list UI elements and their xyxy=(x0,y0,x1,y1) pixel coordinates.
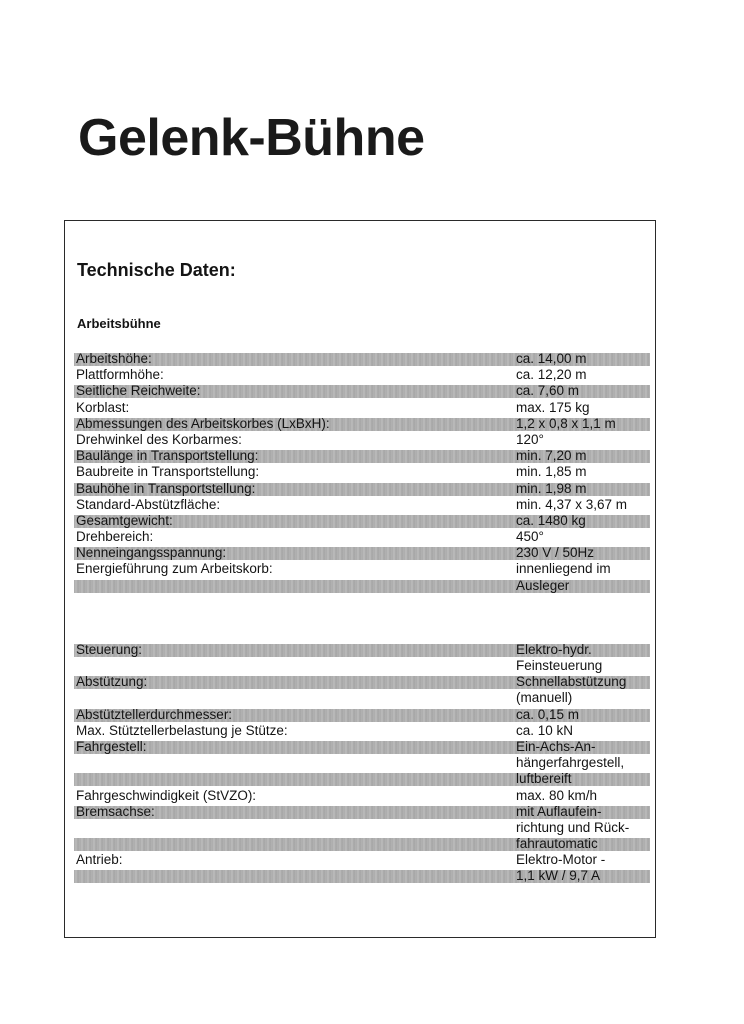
spec-label: Drehbereich: xyxy=(76,529,154,545)
spec-row xyxy=(74,755,650,771)
spec-value: ca. 0,15 m xyxy=(516,706,580,722)
subheading: Arbeitsbühne xyxy=(77,316,161,331)
spec-label: Fahrgestell: xyxy=(76,738,147,754)
spec-label: Abstützung: xyxy=(76,674,148,690)
spec-row xyxy=(74,351,650,367)
spec-group-extra xyxy=(74,642,650,885)
spec-row xyxy=(74,690,650,706)
spec-row xyxy=(74,707,650,723)
spec-row xyxy=(74,383,650,399)
spec-label: Abstütztellerdurchmesser: xyxy=(76,706,233,722)
spec-value: innenliegend im xyxy=(516,561,611,577)
spec-value: Feinsteuerung xyxy=(516,658,603,673)
spec-row xyxy=(74,545,650,561)
spec-row xyxy=(74,416,650,432)
spec-value: min. 4,37 x 3,67 m xyxy=(516,496,628,512)
spec-value: min. 1,98 m xyxy=(516,480,587,496)
spec-row xyxy=(74,836,650,852)
spec-label: Energieführung zum Arbeitskorb: xyxy=(76,561,273,577)
spec-value: Elektro-Motor - xyxy=(516,852,606,868)
spec-value: Ausleger xyxy=(516,577,570,593)
spec-row xyxy=(74,852,650,868)
spec-value: mit Auflaufein- xyxy=(516,803,602,819)
spec-row xyxy=(74,788,650,804)
spec-label: Baulänge in Transportstellung: xyxy=(76,448,259,464)
spec-value: hängerfahrgestell, xyxy=(516,755,625,771)
spec-row xyxy=(74,529,650,545)
spec-row xyxy=(74,448,650,464)
spec-row xyxy=(74,674,650,690)
spec-value: ca. 7,60 m xyxy=(516,383,580,399)
spec-row xyxy=(74,578,650,594)
spec-label: Max. Stütztellerbelastung je Stütze: xyxy=(76,722,288,738)
spec-value: Schnellabstützung xyxy=(516,674,627,690)
spec-group-gap xyxy=(74,594,650,642)
spec-row xyxy=(74,771,650,787)
spec-value: 450° xyxy=(516,529,544,545)
spec-row xyxy=(74,367,650,383)
spec-label: Abmessungen des Arbeitskorbes (LxBxH): xyxy=(76,415,330,431)
spec-label: Plattformhöhe: xyxy=(76,367,164,383)
spec-value: max. 175 kg xyxy=(516,399,590,415)
section-heading: Technische Daten: xyxy=(77,260,236,280)
spec-row xyxy=(74,868,650,884)
spec-label: Antrieb: xyxy=(76,852,123,868)
spec-value: richtung und Rück- xyxy=(516,819,630,835)
spec-row xyxy=(74,561,650,577)
spec-row xyxy=(74,400,650,416)
spec-value: 120° xyxy=(516,431,544,447)
spec-table xyxy=(74,351,650,885)
spec-row xyxy=(74,804,650,820)
spec-group-main xyxy=(74,351,650,594)
spec-value: min. 1,85 m xyxy=(516,464,587,480)
spec-value: ca. 12,20 m xyxy=(516,367,587,383)
spec-value: 1,1 kW / 9,7 A xyxy=(516,868,601,884)
spec-label: Steuerung: xyxy=(76,641,143,657)
spec-row xyxy=(74,464,650,480)
spec-value: 230 V / 50Hz xyxy=(516,545,595,561)
spec-row xyxy=(74,432,650,448)
spec-value: 1,2 x 0,8 x 1,1 m xyxy=(516,415,616,431)
spec-value: ca. 1480 kg xyxy=(516,512,586,528)
spec-label: Bremsachse: xyxy=(76,803,155,819)
spec-value: ca. 14,00 m xyxy=(516,351,587,366)
spec-row xyxy=(74,723,650,739)
spec-value: max. 80 km/h xyxy=(516,787,598,803)
spec-label: Gesamtgewicht: xyxy=(76,512,173,528)
spec-label: Nenneingangsspannung: xyxy=(76,545,227,561)
spec-value: ca. 10 kN xyxy=(516,722,574,738)
spec-value: Ein-Achs-An- xyxy=(516,738,596,754)
spec-label: Arbeitshöhe: xyxy=(76,351,152,366)
spec-label: Standard-Abstützfläche: xyxy=(76,496,221,512)
spec-value: fahrautomatic xyxy=(516,836,598,852)
spec-value: Elektro-hydr. xyxy=(516,641,592,657)
spec-row xyxy=(74,820,650,836)
spec-label: Drehwinkel des Korbarmes: xyxy=(76,431,242,447)
spec-row xyxy=(74,497,650,513)
spec-row xyxy=(74,513,650,529)
spec-value: (manuell) xyxy=(516,690,573,706)
spec-label: Fahrgeschwindigkeit (StVZO): xyxy=(76,787,257,803)
spec-value: min. 7,20 m xyxy=(516,448,587,464)
spec-value: luftbereift xyxy=(516,771,572,787)
spec-label: Korblast: xyxy=(76,399,130,415)
spec-row xyxy=(74,658,650,674)
spec-label: Bauhöhe in Transportstellung: xyxy=(76,480,256,496)
spec-row xyxy=(74,481,650,497)
spec-row xyxy=(74,739,650,755)
spec-label: Baubreite in Transportstellung: xyxy=(76,464,260,480)
spec-row xyxy=(74,642,650,658)
page-title: Gelenk-Bühne xyxy=(78,109,425,167)
spec-label: Seitliche Reichweite: xyxy=(76,383,201,399)
